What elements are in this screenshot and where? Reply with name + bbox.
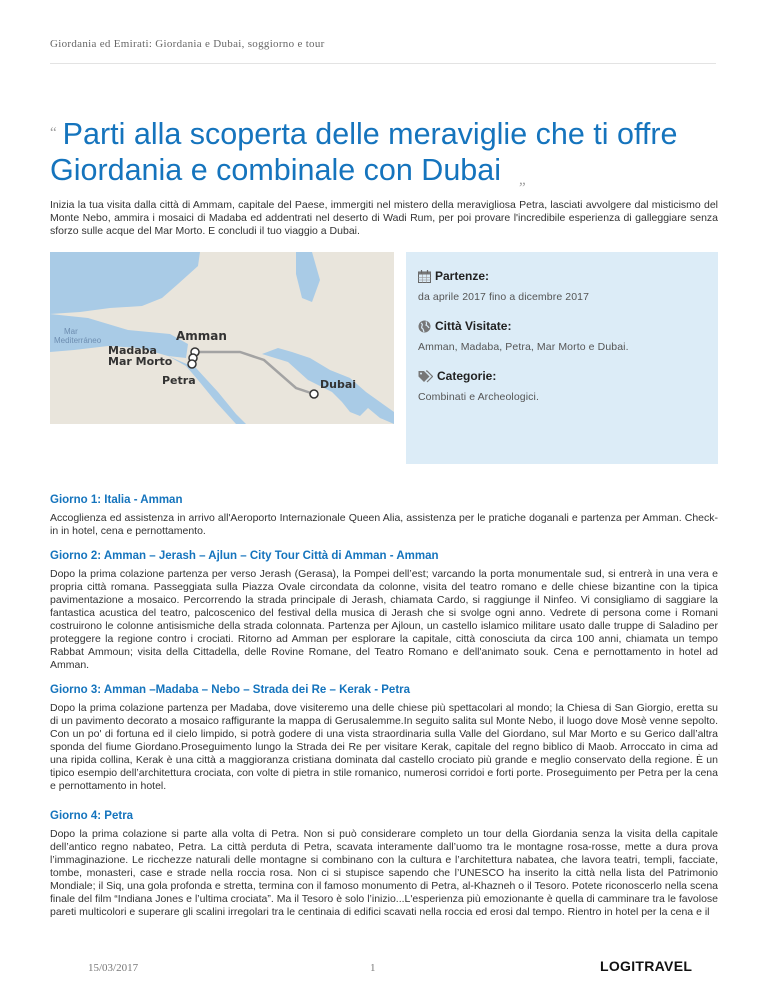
- header-divider: [50, 63, 716, 64]
- trip-info-panel: [406, 252, 718, 464]
- itinerary-day-1: [50, 494, 718, 538]
- day-description: Accoglienza ed assistenza in arrivo all'Aeroporto Internazionale Queen Alia, assistenza per le pratiche doganali e partenza per Amman. Check-in in hotel, cena e pernottamento.: [50, 512, 718, 537]
- logo-part-a: LOGI: [600, 958, 636, 974]
- day-title: Giorno 1: Italia - Amman: [50, 494, 183, 506]
- route-map: [50, 252, 394, 424]
- itinerary-day-2: [50, 550, 718, 672]
- day-title: Giorno 3: Amman –Madaba – Nebo – Strada dei Re – Kerak - Petra: [50, 684, 411, 696]
- sea-label-mediterraneo: Mediterráneo: [54, 336, 102, 345]
- marker-dubai: [310, 390, 318, 398]
- day-title: Giorno 2: Amman – Jerash – Ajlun – City Tour Città di Amman - Amman: [50, 550, 439, 562]
- categories-label: [418, 369, 539, 383]
- logo-part-b: TRAVEL: [635, 958, 693, 974]
- categories-block: [418, 369, 539, 403]
- logitravel-logo: [600, 958, 692, 974]
- itinerary-day-4: [50, 810, 718, 919]
- footer-date: 15/03/2017: [88, 962, 139, 974]
- place-label-petra: Petra: [162, 374, 196, 387]
- place-label-madaba: Madaba: [108, 344, 157, 357]
- departures-value: da aprile 2017 fino a dicembre 2017: [418, 291, 590, 303]
- categories-value: Combinati e Archeologici.: [418, 391, 539, 403]
- cities-value: Amman, Madaba, Petra, Mar Morto e Dubai.: [418, 341, 629, 353]
- departures-block: [418, 269, 589, 303]
- close-quote-icon: ”: [519, 180, 526, 196]
- day-description: Dopo la prima colazione partenza per Madaba, dove visiteremo una delle chiese più spettacolari al mondo; la Chiesa di San Giorgio, eretta su di un pavimento decorato a mosaico raffigurante la mappa di Gerusalemme.In seguito salita sul Monte Nebo, il luogo dove Mosè venne sepolto. Con un po' di fortuna ed il cielo limpido, si potrà godere di una vista straordinaria sulla Valle del Giordano, sul Mar Morto e su Gerico dall’altra sponda del fiume Giordano.Proseguimento lungo la Strada dei Re per visitare Kerak, capitale del regno biblico di Maob. Arroccato in cima ad una ripida collina, Kerak è una città a maggioranza cristiana dominata dal castello crociato più grande e meglio conservato della regione. È un tipico esempio dell’architettura crociata, con volte di pietra in stile romanico, numerosi corridoi e forti porte. Proseguimento per Petra per la cena e pernottamento in hotel.: [50, 702, 718, 792]
- footer-page-number: 1: [370, 962, 376, 974]
- departures-label-text: Partenze:: [435, 269, 490, 283]
- open-quote-icon: “: [50, 125, 57, 141]
- place-label-amman: Amman: [176, 329, 227, 343]
- page-title: [50, 116, 720, 196]
- cities-label: [418, 319, 629, 333]
- cities-block: [418, 319, 629, 353]
- intro-paragraph: Inizia la tua visita dalla città di Ammam, capitale del Paese, immergiti nel mistero della meravigliosa Petra, lasciati avvolgere dal misticismo del Monte Nebo, ammira i mosaici di Madaba ed addentrati nel deserto di Wadi Rum, per poi provare l'incredibile esperienza di galleggiare senza sforzo sulle acque del Mar Morto. E concludi il tuo viaggio a Dubai.: [50, 199, 718, 237]
- categories-label-text: Categorie:: [437, 369, 497, 383]
- page-title-text: Parti alla scoperta delle meraviglie che ti offre Giordania e combinale con Dubai: [50, 117, 678, 187]
- departures-label: [418, 269, 589, 283]
- day-description: Dopo la prima colazione partenza per verso Jerash (Gerasa), la Pompei dell’est; varcando la porta monumentale sud, si entrerà in una vera e propria città romana. Passeggiata sulla Piazza Ovale circondata da colonne, visita del teatro romano e delle chiese bizantine con la tipica pavimentazione a mosaico. Percorrendo la strada principale di Jerash, chiamata Cardo, si raggiunge il Ninfeo. Vi consigliamo di saggiare la fantastica acustica del teatro, palcoscenico del festival della musica di Jerash che si svolge ogni anno. Vedrete di persona come i Romani costruirono le colonne antisismiche della strada colonnata. Partenza per Ajloun, un castello islamico militare usato dalle truppe di Saladino per proteggere la regione contro i crociati. Ritorno ad Amman per esplorare la capitale, città conosciuta da circa 100 anni, chiamata un tempo Rabbat Ammoun; visita della Cittadella, delle Rovine Romane, del Teatro Romano e dell'animato souk. Cena e pernottamento in hotel ad Amman.: [50, 568, 718, 671]
- place-label-mar-morto: Mar Morto: [108, 355, 173, 368]
- place-label-dubai: Dubai: [320, 378, 357, 391]
- globe-icon: [418, 320, 431, 333]
- cities-label-text: Città Visitate:: [435, 319, 512, 333]
- itinerary-day-3: [50, 684, 718, 793]
- calendar-icon: [418, 270, 431, 283]
- sea-label-mar: Mar: [64, 327, 78, 336]
- tags-icon: [418, 370, 433, 383]
- marker-mar-morto: [188, 360, 196, 368]
- page-header-breadcrumb: Giordania ed Emirati: Giordania e Dubai, soggiorno e tour: [50, 38, 325, 50]
- day-title: Giorno 4: Petra: [50, 810, 134, 822]
- day-description: Dopo la prima colazione si parte alla volta di Petra. Non si può considerare completo un tour della Giordania senza la visita della capitale dell’antico regno nabateo, Petra. La città perduta di Petra, scavata interamente dall’uomo tra le montagne rosa-rosse, mette a dura prova l’immaginazione. Le ricchezze naturali delle montagne si combinano con la cultura e l’architettura nabatea, che lavora teatri, templi, facciate, tombe, monasteri, case e strade nella roccia rosa. Non ci si stupisce sapendo che l’UNESCO ha inserito la città nella lista del Patrimonio Mondiale; il Siq, una gola profonda e stretta, termina con il famoso monumento di Petra, al-Khazneh o il Tesoro. Potete riconoscerlo nella scena finale del film “Indiana Jones e l’ultima crociata”. Ma il Tesoro è solo l’inizio...L'esperienza più emozionante è quella di camminare tra le favolose pareti multicolori e superare gli scalini irregolari tra le centinaia di edifici scavati nella roccia ed erosi dal tempo. Rientro in hotel per la cena e il: [50, 828, 718, 918]
